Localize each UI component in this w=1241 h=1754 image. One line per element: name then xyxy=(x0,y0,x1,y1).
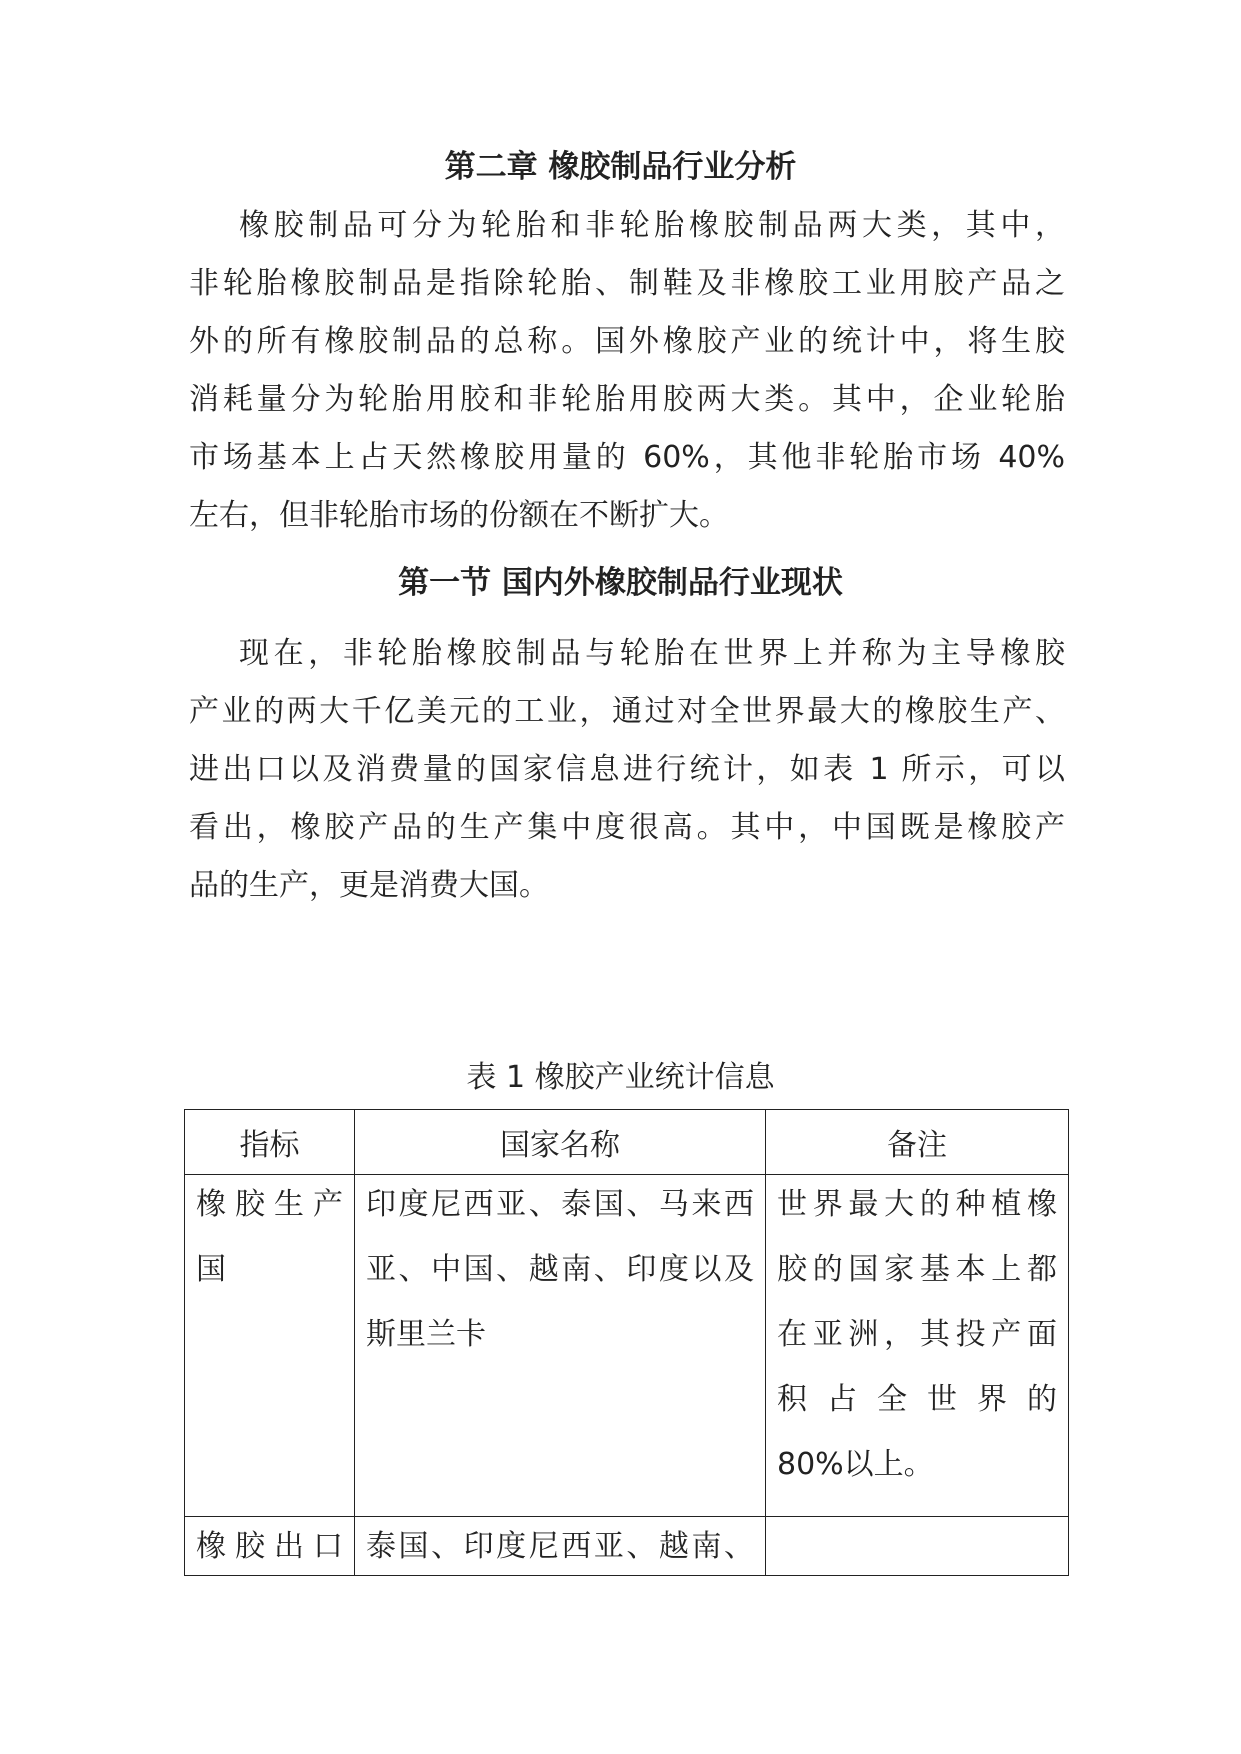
cell-text-line: 积占全世界的 xyxy=(777,1382,1057,1417)
paragraph-line: 看出，橡胶产品的生产集中度很高。其中，中国既是橡胶产 xyxy=(189,810,1065,845)
section-title: 第一节 国内外橡胶制品行业现状 xyxy=(398,565,843,601)
paragraph-line: 产业的两大千亿美元的工业，通过对全世界最大的橡胶生产、 xyxy=(189,694,1065,729)
paragraph-line: 左右，但非轮胎市场的份额在不断扩大。 xyxy=(189,498,729,533)
cell-country-names xyxy=(355,1517,766,1576)
cell-text-line: 亚、中国、越南、印度以及 xyxy=(366,1252,754,1287)
cell-text-line: 胶的国家基本上都 xyxy=(777,1252,1057,1287)
cell-indicator xyxy=(185,1175,355,1517)
cell-text-line: 斯里兰卡 xyxy=(366,1317,486,1352)
table-row xyxy=(185,1517,1069,1576)
paragraph-line: 进出口以及消费量的国家信息进行统计，如表 1 所示，可以 xyxy=(189,752,1065,787)
table-caption: 表 1 橡胶产业统计信息 xyxy=(466,1060,775,1095)
rubber-industry-table xyxy=(184,1109,1069,1576)
table-row xyxy=(185,1175,1069,1517)
cell-text-line: 泰国、印度尼西亚、越南、 xyxy=(366,1529,754,1564)
cell-text-line: 国 xyxy=(196,1252,226,1287)
paragraph-line: 外的所有橡胶制品的总称。国外橡胶产业的统计中，将生胶 xyxy=(189,324,1065,359)
cell-text-line: 世界最大的种植橡 xyxy=(777,1187,1057,1222)
table-header-row xyxy=(185,1110,1069,1175)
paragraph-line: 橡胶制品可分为轮胎和非轮胎橡胶制品两大类，其中， xyxy=(239,208,1065,243)
paragraph-line: 现在，非轮胎橡胶制品与轮胎在世界上并称为主导橡胶 xyxy=(239,636,1065,671)
chapter-title: 第二章 橡胶制品行业分析 xyxy=(444,149,797,185)
cell-text-line: 橡胶出口 xyxy=(196,1529,343,1564)
paragraph-line: 市场基本上占天然橡胶用量的 60%，其他非轮胎市场 40% xyxy=(189,440,1065,475)
header-country-names: 国家名称 xyxy=(355,1110,766,1175)
header-remark: 备注 xyxy=(766,1110,1069,1175)
paragraph-line: 品的生产，更是消费大国。 xyxy=(189,868,549,903)
paragraph-line: 非轮胎橡胶制品是指除轮胎、制鞋及非橡胶工业用胶产品之 xyxy=(189,266,1065,301)
cell-text-line: 80%以上。 xyxy=(777,1447,934,1482)
paragraph-line: 消耗量分为轮胎用胶和非轮胎用胶两大类。其中，企业轮胎 xyxy=(189,382,1065,417)
cell-remark xyxy=(766,1517,1069,1576)
cell-country-names xyxy=(355,1175,766,1517)
cell-remark xyxy=(766,1175,1069,1517)
cell-indicator xyxy=(185,1517,355,1576)
cell-text-line: 橡胶生产 xyxy=(196,1187,343,1222)
cell-text-line: 在亚洲，其投产面 xyxy=(777,1317,1057,1352)
header-indicator: 指标 xyxy=(185,1110,355,1175)
cell-text-line: 印度尼西亚、泰国、马来西 xyxy=(366,1187,754,1222)
